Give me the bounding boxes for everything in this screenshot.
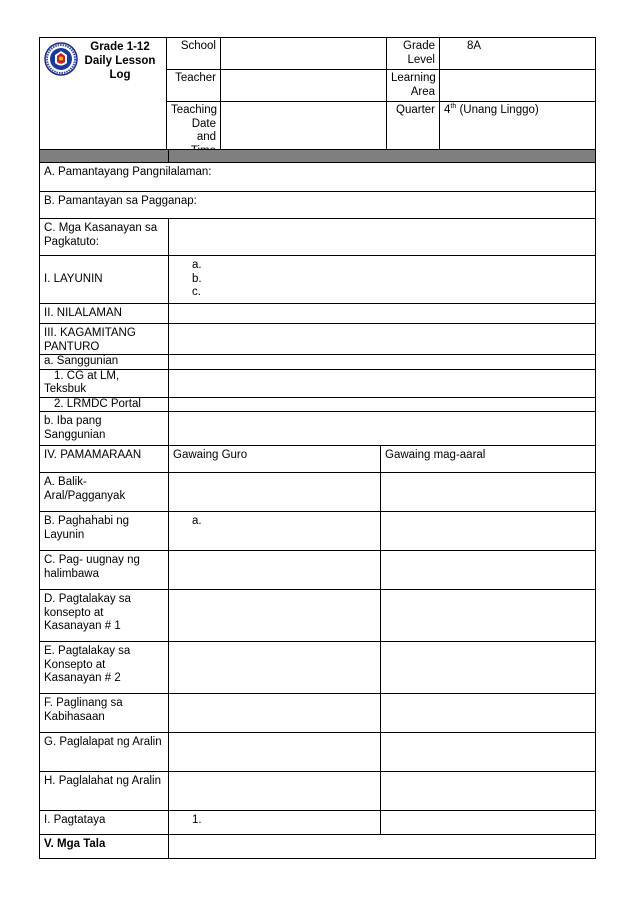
grade-level-value[interactable]: 8A (440, 38, 596, 70)
title-line-2: Daily Lesson (84, 55, 156, 67)
gray-header-row (40, 150, 596, 163)
layunin-list[interactable] (169, 256, 596, 304)
layunin-item-a: a. (192, 259, 202, 271)
paglinang-label: F. Paglinang sa Kabihasaan (40, 694, 169, 733)
gray-cell-1 (40, 150, 169, 163)
teacher-value[interactable] (221, 70, 387, 102)
school-label: School (167, 38, 221, 70)
mga-kasanayan-value[interactable] (169, 219, 596, 256)
pag-uugnay-guro[interactable] (169, 551, 381, 590)
paghahabi-guro[interactable]: a. (169, 512, 381, 551)
learning-area-label: Learning Area (387, 70, 440, 102)
paglalapat-label: G. Paglalapat ng Aralin (40, 733, 169, 772)
kagamitang-label: III. KAGAMITANG PANTURO (40, 324, 169, 355)
title-cell (40, 38, 167, 161)
grade-level-label: Grade Level (387, 38, 440, 70)
pag-uugnay-label: C. Pag- uugnay ng halimbawa (40, 551, 169, 590)
pagtalakay-2-mag-aaral[interactable] (381, 642, 596, 694)
paglalahat-label: H. Paglalahat ng Aralin (40, 772, 169, 811)
title-line-3: Log (109, 69, 131, 81)
lesson-table (39, 149, 596, 859)
pagtataya-guro[interactable]: 1. (169, 811, 381, 835)
paglalapat-guro[interactable] (169, 733, 381, 772)
pamantayang-pangnilalaman[interactable]: A. Pamantayang Pangnilalaman: (40, 163, 596, 192)
balik-aral-label: A. Balik-Aral/Pagganyak (40, 473, 169, 512)
paglinang-guro[interactable] (169, 694, 381, 733)
school-value[interactable] (221, 38, 387, 70)
quarter-text: (Unang Linggo) (456, 104, 539, 116)
lrmdc-value[interactable] (169, 397, 596, 412)
cg-lm-label: 1. CG at LM, Teksbuk (40, 369, 169, 397)
paghahabi-label: B. Paghahabi ng Layunin (40, 512, 169, 551)
pagtalakay-2-guro[interactable] (169, 642, 381, 694)
date-label: Teaching Date and (167, 102, 221, 161)
nilalaman-value[interactable] (169, 303, 596, 324)
title-line-1: Grade 1-12 (90, 41, 150, 53)
paglinang-mag-aaral[interactable] (381, 694, 596, 733)
layunin-label: I. LAYUNIN (40, 256, 169, 304)
layunin-item-c: c. (192, 286, 201, 298)
pamamaraan-label: IV. PAMAMARAAN (40, 446, 169, 473)
learning-area-value[interactable] (440, 70, 596, 102)
iba-pang-value[interactable] (169, 412, 596, 446)
paglalahat-guro[interactable] (169, 772, 381, 811)
pamantayan-sa-pagganap[interactable]: B. Pamantayan sa Pagganap: (40, 192, 596, 219)
nilalaman-label: II. NILALAMAN (40, 303, 169, 324)
balik-aral-mag-aaral[interactable] (381, 473, 596, 512)
gray-cell-2 (169, 150, 596, 163)
mga-tala-label: V. Mga Tala (40, 835, 169, 859)
mga-kasanayan-label: C. Mga Kasanayan sa Pagkatuto: (40, 219, 169, 256)
sanggunian-value[interactable] (169, 355, 596, 370)
cg-lm-value[interactable] (169, 369, 596, 397)
gawaing-guro-header: Gawaing Guro (169, 446, 381, 473)
pagtalakay-2-label: E. Pagtalakay sa Konsepto at Kasanayan # 2 (40, 642, 169, 694)
grade-title (84, 40, 156, 82)
sanggunian-label: a. Sanggunian (40, 355, 169, 370)
lrmdc-label: 2. LRMDC Portal (40, 397, 169, 412)
quarter-label: Quarter (387, 102, 440, 161)
kagamitang-value[interactable] (169, 324, 596, 355)
balik-aral-guro[interactable] (169, 473, 381, 512)
mga-tala-value[interactable] (169, 835, 596, 859)
layunin-item-b: b. (192, 272, 202, 285)
pagtalakay-1-guro[interactable] (169, 590, 381, 642)
pagtalakay-1-mag-aaral[interactable] (381, 590, 596, 642)
pagtataya-mag-aaral[interactable] (381, 811, 596, 835)
paglalahat-mag-aaral[interactable] (381, 772, 596, 811)
gawaing-mag-aaral-header: Gawaing mag-aaral (381, 446, 596, 473)
pag-uugnay-mag-aaral[interactable] (381, 551, 596, 590)
teacher-label: Teacher (167, 70, 221, 102)
pagtalakay-1-label: D. Pagtalakay sa konsepto at Kasanayan # 1 (40, 590, 169, 642)
paghahabi-mag-aaral[interactable] (381, 512, 596, 551)
quarter-suffix: th (450, 103, 457, 111)
header-table (39, 37, 596, 161)
iba-pang-label: b. Iba pang Sanggunian (40, 412, 169, 446)
paglalapat-mag-aaral[interactable] (381, 733, 596, 772)
deped-seal-icon (44, 42, 78, 76)
pagtataya-label: I. Pagtataya (40, 811, 169, 835)
quarter-number: 4 (444, 104, 451, 116)
